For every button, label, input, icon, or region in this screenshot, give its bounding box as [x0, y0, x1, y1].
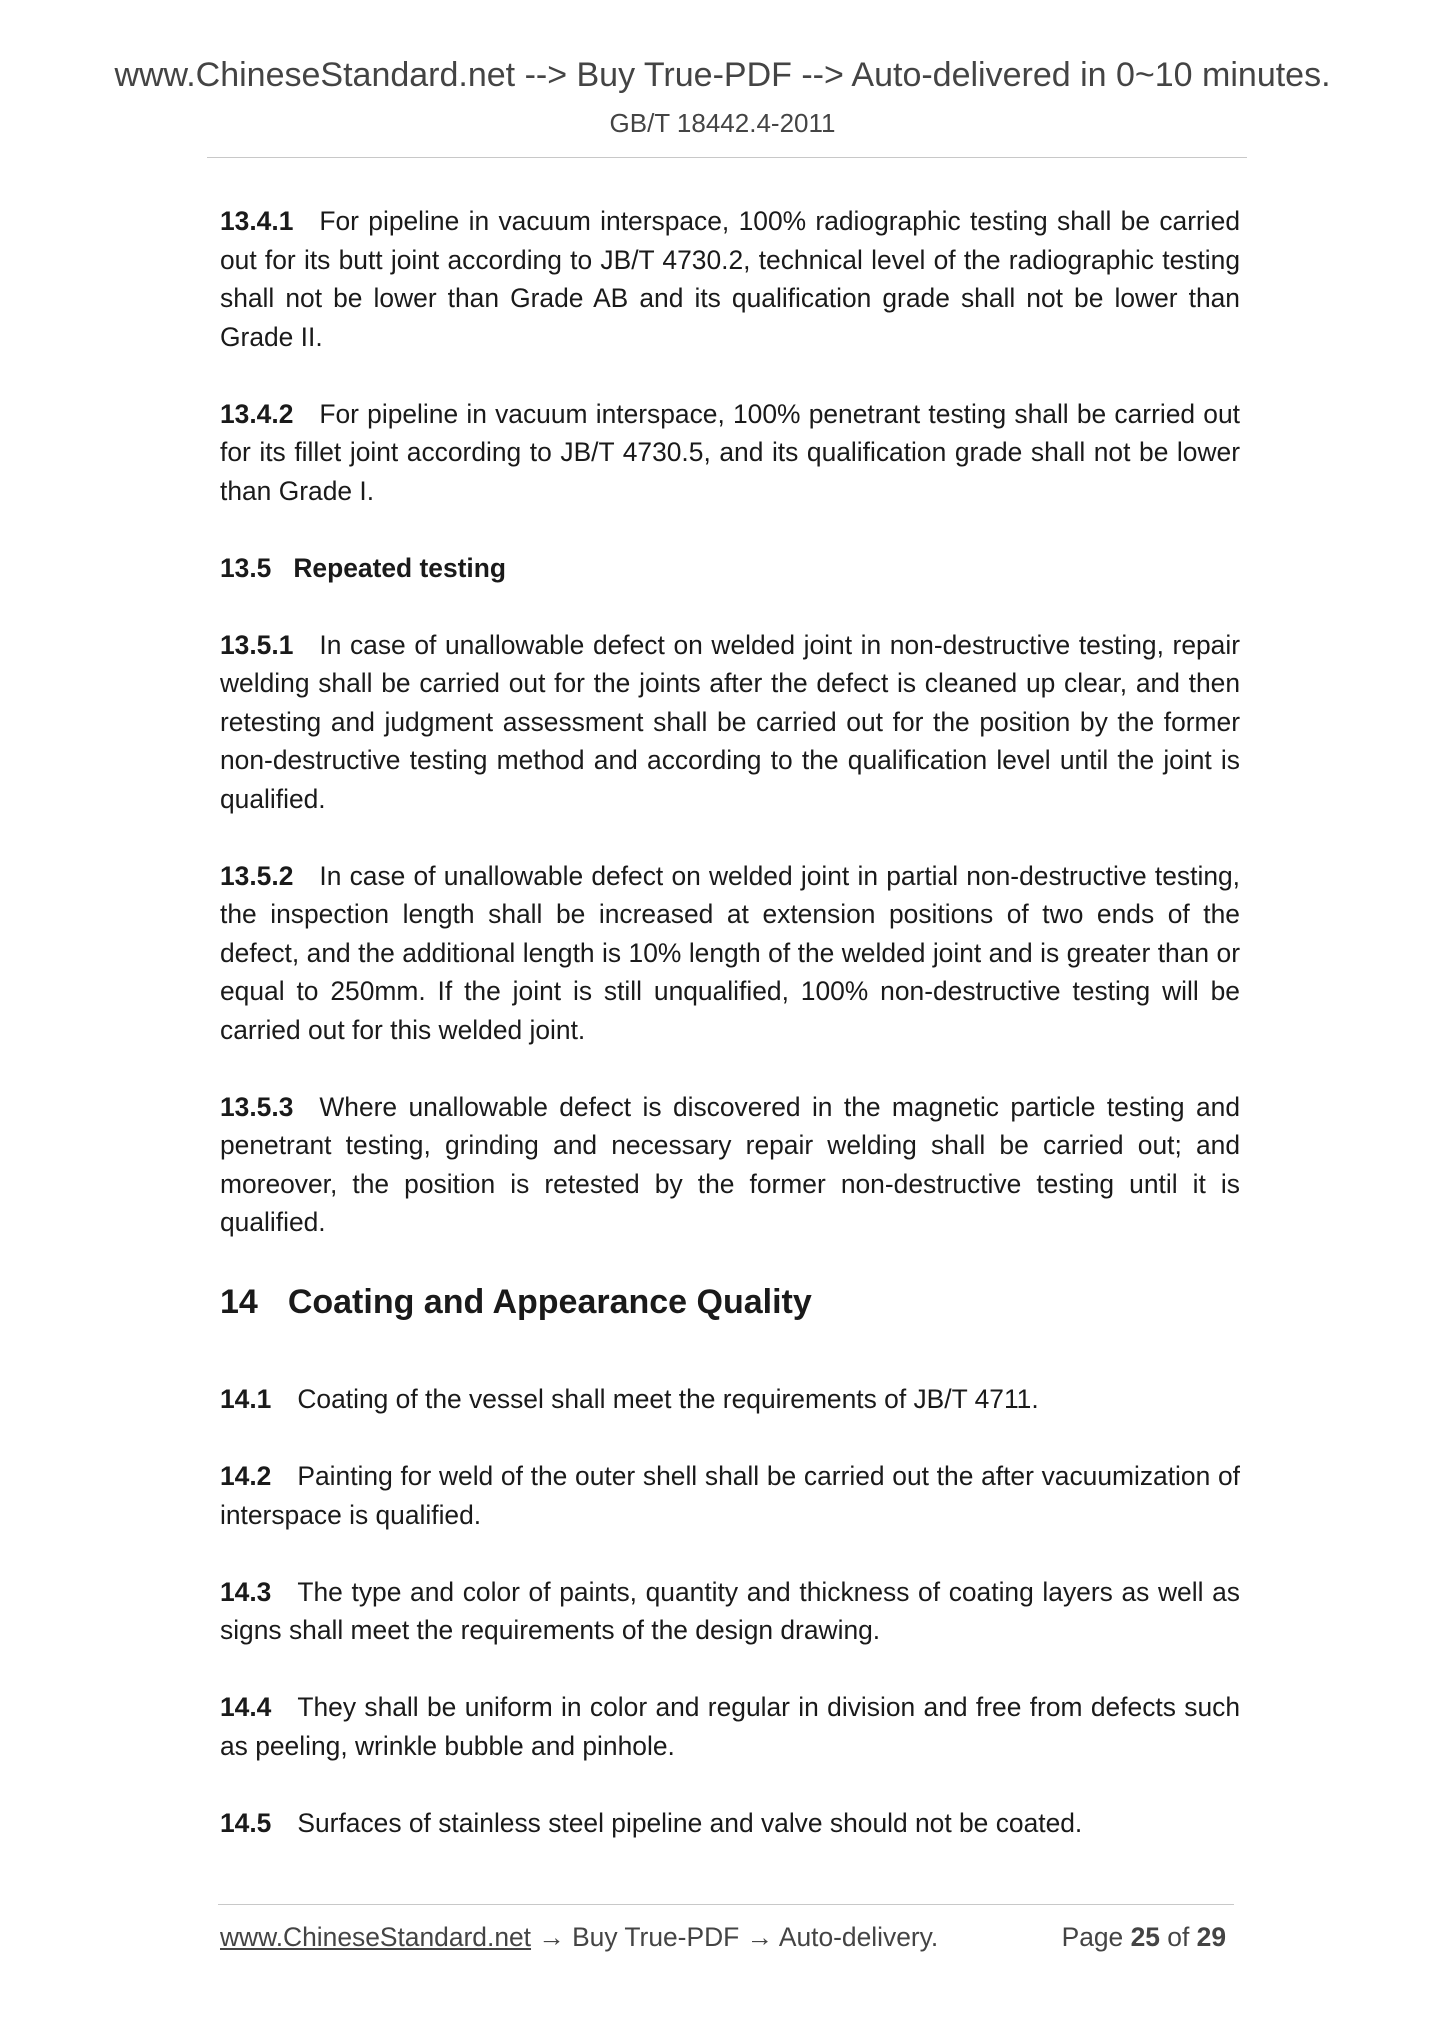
total-page-number: 29 [1196, 1922, 1226, 1952]
clause-13-4-2 [220, 395, 1240, 511]
of-word: of [1167, 1922, 1190, 1952]
clause-14-1 [220, 1380, 1240, 1419]
clause-text: They shall be uniform in color and regular in division and free from defects such as peeling, wrinkle bubble and pinhole. [220, 1692, 1240, 1761]
clause-number: 14.4 [220, 1692, 272, 1722]
clause-number: 13.5.2 [220, 860, 294, 891]
clause-text: The type and color of paints, quantity and thickness of coating layers as well as signs shall meet the requirements of the design drawing. [220, 1576, 1240, 1645]
section-title: Repeated testing [293, 552, 507, 583]
header-banner: www.ChineseStandard.net --> Buy True-PDF --> Auto-delivered in 0~10 minutes. [114, 56, 1331, 94]
clause-14-3 [220, 1573, 1240, 1650]
page-word: Page [1061, 1922, 1124, 1952]
current-page-number: 25 [1130, 1922, 1160, 1952]
clause-text: Coating of the vessel shall meet the requirements of JB/T 4711. [297, 1384, 1039, 1414]
clause-14-2 [220, 1457, 1240, 1534]
clause-14-5 [220, 1804, 1240, 1843]
clause-number: 14.3 [220, 1576, 272, 1607]
section-number: 13.5 [220, 552, 272, 583]
chapter-title: Coating and Appearance Quality [287, 1283, 812, 1321]
clause-text: Where unallowable defect is discovered in the magnetic particle testing and penetrant testing, grinding and necessary repair welding shall be carried out; and moreover, the position is retested by the former non-destructive testing until it is qualified. [220, 1091, 1240, 1237]
clause-number: 13.4.1 [220, 206, 294, 236]
clause-14-4 [220, 1688, 1240, 1765]
section-heading-13-5 [220, 549, 1240, 588]
chapter-number: 14 [220, 1283, 258, 1321]
chapter-heading-14 [220, 1280, 1240, 1324]
clause-number: 14.5 [220, 1807, 272, 1838]
document-code: GB/T 18442.4-2011 [609, 108, 836, 138]
clause-13-5-2 [220, 857, 1240, 1050]
clause-number: 13.5.1 [220, 629, 294, 660]
clause-text: For pipeline in vacuum interspace, 100% penetrant testing shall be carried out for its fillet joint according to JB/T 4730.5, and its qualification grade shall not be lower than Grade I. [220, 398, 1240, 506]
clause-number: 14.2 [220, 1461, 272, 1491]
page-footer [220, 1922, 1234, 1953]
clause-text: For pipeline in vacuum interspace, 100% radiographic testing shall be carried out for its butt joint according to JB/T 4730.2, technical level of the radiographic testing shall not be lower than Grade AB and its qualification grade shall not be lower than Grade II. [220, 206, 1240, 352]
clause-text: In case of unallowable defect on welded joint in partial non-destructive testing, the inspection length shall be increased at extension positions of two ends of the defect, and the additional length is 10% length of the welded joint and is greater than or equal to 250mm. If the joint is still unqualified, 100% non-destructive testing will be carried out for this welded joint. [220, 860, 1240, 1045]
footer-divider [218, 1904, 1234, 1905]
clause-text: In case of unallowable defect on welded joint in non-destructive testing, repair welding shall be carried out for the joints after the defect is cleaned up clear, and then retesting and judgment assessment shall be carried out for the position by the former non-destructive testing method and according to the qualification level until the joint is qualified. [220, 629, 1240, 814]
header-divider [207, 157, 1247, 158]
clause-number: 14.1 [220, 1384, 272, 1414]
clause-number: 13.5.3 [220, 1091, 294, 1122]
clause-13-5-3 [220, 1088, 1240, 1242]
clause-number: 13.4.2 [220, 398, 294, 429]
clause-text: Surfaces of stainless steel pipeline and valve should not be coated. [297, 1807, 1083, 1838]
clause-13-4-1 [220, 202, 1240, 356]
footer-site-link[interactable]: www.ChineseStandard.net [220, 1922, 532, 1952]
clause-text: Painting for weld of the outer shell shall be carried out the after vacuumization of interspace is qualified. [220, 1461, 1240, 1530]
clause-13-5-1 [220, 626, 1240, 819]
page-indicator [1062, 1922, 1226, 1953]
footer-tagline: → Buy True-PDF → Auto-delivery. [531, 1922, 939, 1952]
document-body [220, 202, 1240, 1881]
